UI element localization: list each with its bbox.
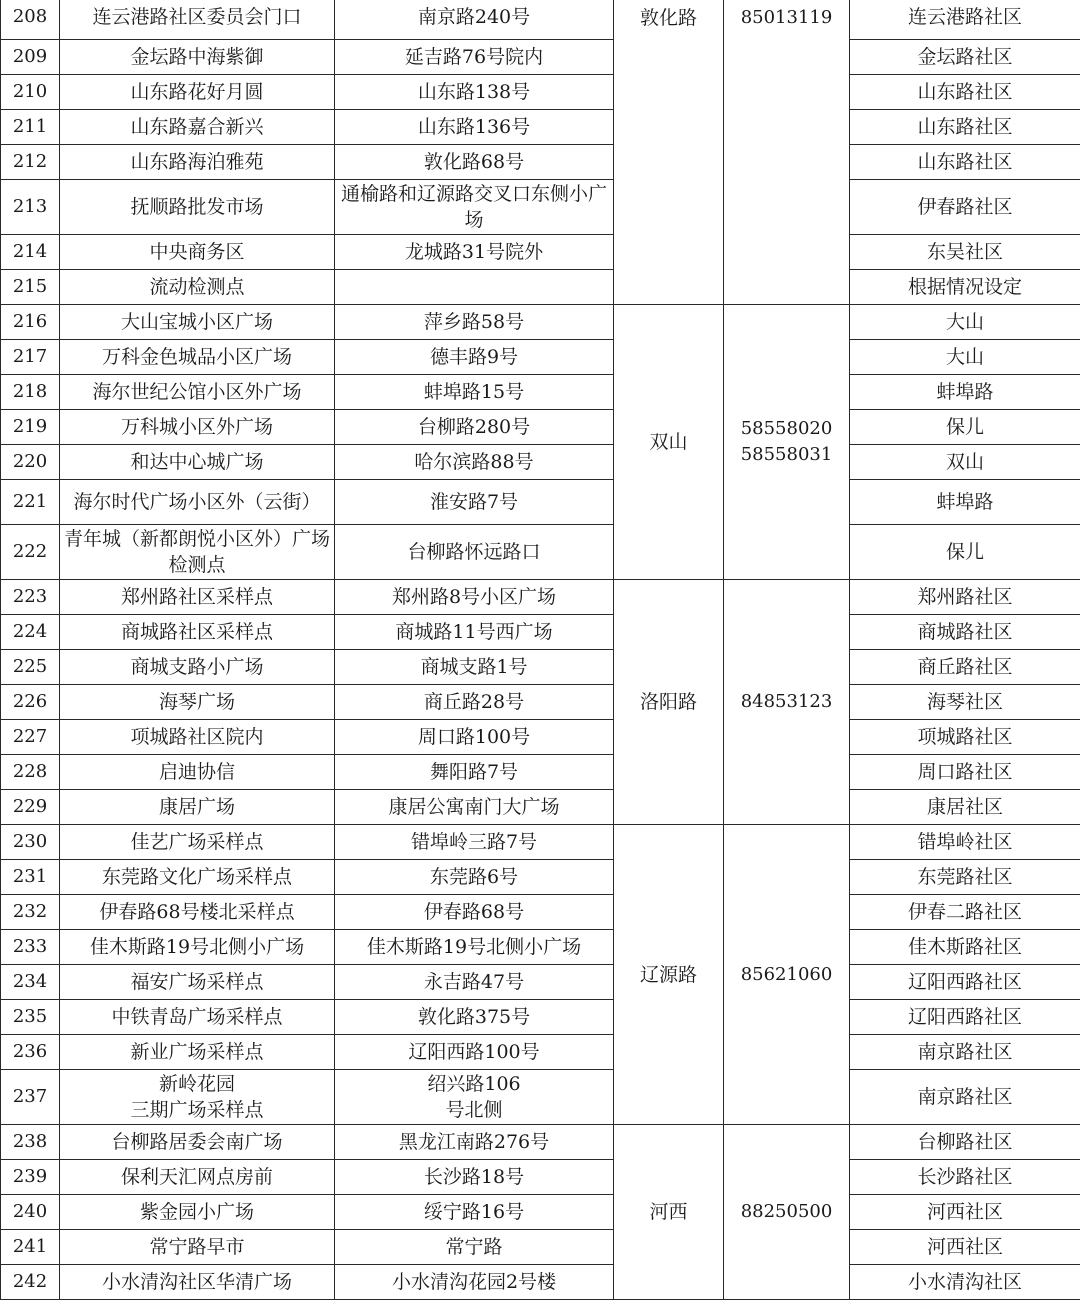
community-name: 金坛路社区 xyxy=(850,40,1080,75)
site-name: 福安广场采样点 xyxy=(60,965,335,1000)
street-name: 双山 xyxy=(614,305,724,580)
row-number: 215 xyxy=(1,270,60,305)
table-row xyxy=(1,110,1080,145)
table-row xyxy=(1,685,1080,720)
site-address: 错埠岭三路7号 xyxy=(335,825,614,860)
site-address: 周口路100号 xyxy=(335,720,614,755)
table-row xyxy=(1,40,1080,75)
row-number: 221 xyxy=(1,480,60,525)
community-name: 蚌埠路 xyxy=(850,480,1080,525)
table-row xyxy=(1,580,1080,615)
row-number: 220 xyxy=(1,445,60,480)
table-row xyxy=(1,1195,1080,1230)
row-number: 216 xyxy=(1,305,60,340)
site-address: 德丰路9号 xyxy=(335,340,614,375)
community-name: 郑州路社区 xyxy=(850,580,1080,615)
table-row xyxy=(1,445,1080,480)
row-number: 223 xyxy=(1,580,60,615)
site-address: 台柳路怀远路口 xyxy=(335,525,614,580)
table-row xyxy=(1,480,1080,525)
site-address: 绍兴路106 号北侧 xyxy=(335,1070,614,1125)
site-name: 商城路社区采样点 xyxy=(60,615,335,650)
site-address: 龙城路31号院外 xyxy=(335,235,614,270)
site-address: 佳木斯路19号北侧小广场 xyxy=(335,930,614,965)
site-name: 佳艺广场采样点 xyxy=(60,825,335,860)
row-number: 234 xyxy=(1,965,60,1000)
site-name: 连云港路社区委员会门口 xyxy=(60,0,335,40)
site-address: 敦化路375号 xyxy=(335,1000,614,1035)
community-name: 商城路社区 xyxy=(850,615,1080,650)
site-name: 山东路海泊雅苑 xyxy=(60,145,335,180)
contact-phone: 88250500 xyxy=(724,1125,850,1300)
site-address: 绥宁路16号 xyxy=(335,1195,614,1230)
site-address: 敦化路68号 xyxy=(335,145,614,180)
site-name: 新岭花园 三期广场采样点 xyxy=(60,1070,335,1125)
site-address: 永吉路47号 xyxy=(335,965,614,1000)
street-name: 洛阳路 xyxy=(614,580,724,825)
community-name: 台柳路社区 xyxy=(850,1125,1080,1160)
site-name: 流动检测点 xyxy=(60,270,335,305)
site-address: 蚌埠路15号 xyxy=(335,375,614,410)
site-address: 东莞路6号 xyxy=(335,860,614,895)
site-name: 郑州路社区采样点 xyxy=(60,580,335,615)
site-address xyxy=(335,270,614,305)
table-body xyxy=(1,0,1080,1300)
community-name: 辽阳西路社区 xyxy=(850,1000,1080,1035)
row-number: 236 xyxy=(1,1035,60,1070)
community-name: 河西社区 xyxy=(850,1230,1080,1265)
community-name: 周口路社区 xyxy=(850,755,1080,790)
site-address: 山东路138号 xyxy=(335,75,614,110)
row-number: 229 xyxy=(1,790,60,825)
table-row xyxy=(1,790,1080,825)
site-address: 南京路240号 xyxy=(335,0,614,40)
site-name: 启迪协信 xyxy=(60,755,335,790)
table-row xyxy=(1,1160,1080,1195)
street-name: 敦化路 xyxy=(614,0,724,305)
community-name: 大山 xyxy=(850,305,1080,340)
row-number: 212 xyxy=(1,145,60,180)
row-number: 240 xyxy=(1,1195,60,1230)
community-name: 辽阳西路社区 xyxy=(850,965,1080,1000)
site-name: 紫金园小广场 xyxy=(60,1195,335,1230)
community-name: 商丘路社区 xyxy=(850,650,1080,685)
contact-phone: 84853123 xyxy=(724,580,850,825)
site-name: 商城支路小广场 xyxy=(60,650,335,685)
row-number: 213 xyxy=(1,180,60,235)
table-row xyxy=(1,75,1080,110)
site-address: 伊春路68号 xyxy=(335,895,614,930)
site-name: 山东路花好月圆 xyxy=(60,75,335,110)
row-number: 225 xyxy=(1,650,60,685)
community-name: 河西社区 xyxy=(850,1195,1080,1230)
community-name: 山东路社区 xyxy=(850,75,1080,110)
site-name: 金坛路中海紫御 xyxy=(60,40,335,75)
contact-phone: 85013119 xyxy=(724,0,850,305)
table-row xyxy=(1,180,1080,235)
community-name: 海琴社区 xyxy=(850,685,1080,720)
contact-phone: 85621060 xyxy=(724,825,850,1125)
row-number: 237 xyxy=(1,1070,60,1125)
table-row xyxy=(1,965,1080,1000)
row-number: 211 xyxy=(1,110,60,145)
community-name: 双山 xyxy=(850,445,1080,480)
table-row xyxy=(1,270,1080,305)
site-name: 海琴广场 xyxy=(60,685,335,720)
row-number: 241 xyxy=(1,1230,60,1265)
site-address: 黑龙江南路276号 xyxy=(335,1125,614,1160)
site-name: 保利天汇网点房前 xyxy=(60,1160,335,1195)
table-row xyxy=(1,1035,1080,1070)
site-address: 商城支路1号 xyxy=(335,650,614,685)
site-name: 青年城（新都朗悦小区外）广场检测点 xyxy=(60,525,335,580)
site-name: 东莞路文化广场采样点 xyxy=(60,860,335,895)
site-address: 通榆路和辽源路交叉口东侧小广场 xyxy=(335,180,614,235)
site-address: 延吉路76号院内 xyxy=(335,40,614,75)
site-address: 哈尔滨路88号 xyxy=(335,445,614,480)
table-row xyxy=(1,235,1080,270)
community-name: 保儿 xyxy=(850,525,1080,580)
row-number: 227 xyxy=(1,720,60,755)
row-number: 235 xyxy=(1,1000,60,1035)
site-name: 大山宝城小区广场 xyxy=(60,305,335,340)
row-number: 210 xyxy=(1,75,60,110)
community-name: 连云港路社区 xyxy=(850,0,1080,40)
community-name: 东莞路社区 xyxy=(850,860,1080,895)
site-address: 商丘路28号 xyxy=(335,685,614,720)
community-name: 小水清沟社区 xyxy=(850,1265,1080,1300)
site-address: 小水清沟花园2号楼 xyxy=(335,1265,614,1300)
site-address: 康居公寓南门大广场 xyxy=(335,790,614,825)
row-number: 230 xyxy=(1,825,60,860)
site-address: 台柳路280号 xyxy=(335,410,614,445)
site-name: 新业广场采样点 xyxy=(60,1035,335,1070)
table-row xyxy=(1,0,1080,40)
site-name: 中央商务区 xyxy=(60,235,335,270)
table-row xyxy=(1,755,1080,790)
row-number: 224 xyxy=(1,615,60,650)
site-name: 小水清沟社区华清广场 xyxy=(60,1265,335,1300)
community-name: 伊春二路社区 xyxy=(850,895,1080,930)
community-name: 错埠岭社区 xyxy=(850,825,1080,860)
site-name: 万科金色城品小区广场 xyxy=(60,340,335,375)
site-name: 和达中心城广场 xyxy=(60,445,335,480)
site-name: 佳木斯路19号北侧小广场 xyxy=(60,930,335,965)
site-address: 商城路11号西广场 xyxy=(335,615,614,650)
site-name: 项城路社区院内 xyxy=(60,720,335,755)
row-number: 219 xyxy=(1,410,60,445)
table-row xyxy=(1,1070,1080,1125)
community-name: 南京路社区 xyxy=(850,1070,1080,1125)
row-number: 208 xyxy=(1,0,60,40)
table-row xyxy=(1,650,1080,685)
community-name: 山东路社区 xyxy=(850,110,1080,145)
table-row xyxy=(1,825,1080,860)
table-row xyxy=(1,340,1080,375)
table-row xyxy=(1,615,1080,650)
community-name: 大山 xyxy=(850,340,1080,375)
site-name: 海尔时代广场小区外（云街） xyxy=(60,480,335,525)
row-number: 226 xyxy=(1,685,60,720)
row-number: 214 xyxy=(1,235,60,270)
table-row xyxy=(1,1230,1080,1265)
street-name: 河西 xyxy=(614,1125,724,1300)
site-address: 舞阳路7号 xyxy=(335,755,614,790)
row-number: 222 xyxy=(1,525,60,580)
site-name: 抚顺路批发市场 xyxy=(60,180,335,235)
street-name: 辽源路 xyxy=(614,825,724,1125)
site-name: 海尔世纪公馆小区外广场 xyxy=(60,375,335,410)
site-address: 郑州路8号小区广场 xyxy=(335,580,614,615)
row-number: 218 xyxy=(1,375,60,410)
table-row xyxy=(1,1000,1080,1035)
table-row xyxy=(1,1265,1080,1300)
site-address: 萍乡路58号 xyxy=(335,305,614,340)
community-name: 保儿 xyxy=(850,410,1080,445)
community-name: 蚌埠路 xyxy=(850,375,1080,410)
community-name: 康居社区 xyxy=(850,790,1080,825)
row-number: 231 xyxy=(1,860,60,895)
site-name: 常宁路早市 xyxy=(60,1230,335,1265)
row-number: 232 xyxy=(1,895,60,930)
row-number: 233 xyxy=(1,930,60,965)
site-name: 中铁青岛广场采样点 xyxy=(60,1000,335,1035)
community-name: 伊春路社区 xyxy=(850,180,1080,235)
row-number: 239 xyxy=(1,1160,60,1195)
community-name: 东吴社区 xyxy=(850,235,1080,270)
site-address: 淮安路7号 xyxy=(335,480,614,525)
table-row xyxy=(1,930,1080,965)
site-address: 长沙路18号 xyxy=(335,1160,614,1195)
community-name: 长沙路社区 xyxy=(850,1160,1080,1195)
site-name: 伊春路68号楼北采样点 xyxy=(60,895,335,930)
site-name: 康居广场 xyxy=(60,790,335,825)
row-number: 217 xyxy=(1,340,60,375)
table-row xyxy=(1,305,1080,340)
site-name: 山东路嘉合新兴 xyxy=(60,110,335,145)
table-row xyxy=(1,860,1080,895)
row-number: 238 xyxy=(1,1125,60,1160)
contact-phone: 58558020 58558031 xyxy=(724,305,850,580)
site-address: 常宁路 xyxy=(335,1230,614,1265)
community-name: 山东路社区 xyxy=(850,145,1080,180)
site-name: 台柳路居委会南广场 xyxy=(60,1125,335,1160)
table-row xyxy=(1,410,1080,445)
table-row xyxy=(1,720,1080,755)
row-number: 209 xyxy=(1,40,60,75)
table-row xyxy=(1,895,1080,930)
row-number: 228 xyxy=(1,755,60,790)
table-row xyxy=(1,145,1080,180)
community-name: 佳木斯路社区 xyxy=(850,930,1080,965)
community-name: 南京路社区 xyxy=(850,1035,1080,1070)
row-number: 242 xyxy=(1,1265,60,1300)
community-name: 根据情况设定 xyxy=(850,270,1080,305)
site-address: 山东路136号 xyxy=(335,110,614,145)
table-row xyxy=(1,375,1080,410)
table-row xyxy=(1,525,1080,580)
site-name: 万科城小区外广场 xyxy=(60,410,335,445)
table-row xyxy=(1,1125,1080,1160)
site-address: 辽阳西路100号 xyxy=(335,1035,614,1070)
community-name: 项城路社区 xyxy=(850,720,1080,755)
